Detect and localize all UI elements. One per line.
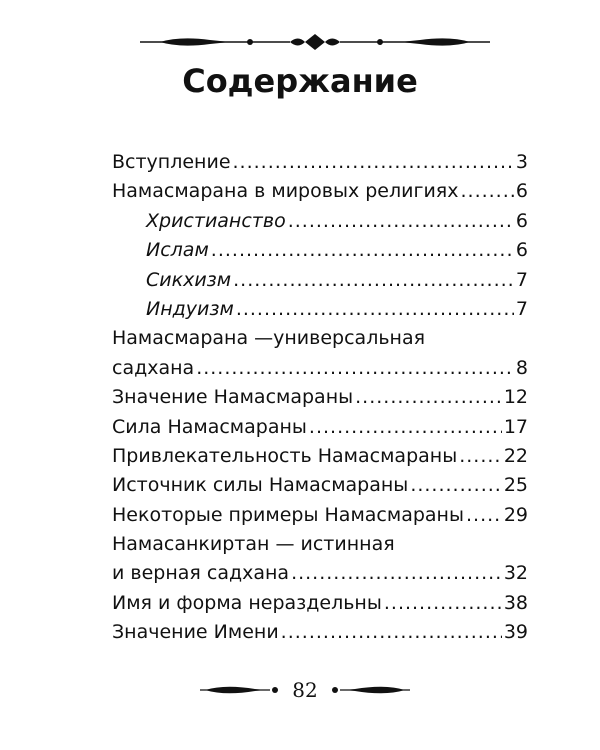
toc-entry[interactable]	[112, 236, 528, 265]
page-title: Содержание	[182, 62, 418, 100]
toc-entry[interactable]	[112, 589, 528, 618]
toc-entry-page: 32	[503, 562, 528, 585]
toc-entry[interactable]	[112, 148, 528, 177]
toc-dot-leader	[466, 501, 502, 530]
toc-entry-title: Ислам	[146, 239, 209, 262]
toc-entry-title: Христианство	[146, 209, 286, 232]
toc-entry-title: Сила Намасмараны	[112, 415, 307, 438]
toc-dot-leader	[196, 354, 514, 383]
toc-entry-title: Намасмарана в мировых религиях	[112, 180, 459, 203]
toc-entry-page: 7	[515, 297, 528, 320]
toc-entry-title: Намасмарана —универсальная	[112, 327, 426, 350]
toc-entry-title: Привлекательность Намасмараны	[112, 444, 458, 467]
toc-entry[interactable]	[112, 354, 528, 383]
toc-dot-leader	[288, 207, 514, 236]
toc-entry-title: и верная садхана	[112, 562, 290, 585]
toc-entry[interactable]	[112, 442, 528, 471]
top-ornament-icon	[140, 30, 490, 54]
toc-entry[interactable]	[112, 207, 528, 236]
toc-dot-leader	[384, 589, 502, 618]
toc-entry[interactable]	[112, 413, 528, 442]
toc-dot-leader	[410, 471, 502, 500]
toc-entry-title: Значение Имени	[112, 621, 279, 644]
toc-entry[interactable]	[112, 266, 528, 295]
toc-entry[interactable]	[112, 559, 528, 588]
toc-entry-page: 39	[503, 621, 528, 644]
toc-entry-title: Намасанкиртан — истинная	[112, 533, 395, 556]
toc-dot-leader	[460, 177, 513, 206]
toc-dot-leader	[309, 413, 502, 442]
right-swirl-ornament-icon	[330, 680, 410, 700]
toc-dot-leader	[233, 148, 514, 177]
toc-entry[interactable]	[112, 618, 528, 647]
toc-entry[interactable]	[112, 530, 528, 559]
toc-entry-page: 38	[503, 591, 528, 614]
toc-dot-leader	[236, 295, 514, 324]
toc-entry-title: Источник силы Намасмараны	[112, 474, 409, 497]
toc-entry[interactable]	[112, 383, 528, 412]
toc-entry-page: 12	[503, 386, 528, 409]
toc-entry-title: Некоторые примеры Намасмараны	[112, 503, 464, 526]
toc-entry[interactable]	[112, 324, 528, 353]
toc-dot-leader	[233, 266, 514, 295]
table-of-contents	[112, 148, 528, 648]
toc-dot-leader	[355, 383, 502, 412]
toc-entry-title: садхана	[112, 356, 195, 379]
toc-entry-page: 6	[515, 209, 528, 232]
toc-entry-title: Значение Намасмараны	[112, 386, 354, 409]
toc-entry[interactable]	[112, 295, 528, 324]
toc-entry-page: 29	[503, 503, 528, 526]
toc-entry-page: 6	[515, 180, 528, 203]
toc-entry[interactable]	[112, 501, 528, 530]
toc-entry-page: 25	[503, 474, 528, 497]
toc-dot-leader	[281, 618, 502, 647]
toc-dot-leader	[291, 559, 502, 588]
toc-entry-title: Индуизм	[146, 297, 234, 320]
toc-dot-leader	[211, 236, 514, 265]
toc-entry-title: Сикхизм	[146, 268, 232, 291]
toc-dot-leader	[459, 442, 502, 471]
toc-entry-page: 8	[515, 356, 528, 379]
toc-entry[interactable]	[112, 177, 528, 206]
toc-entry-title: Вступление	[112, 151, 231, 173]
toc-entry-page: 7	[515, 268, 528, 291]
toc-entry-title: Имя и форма нераздельны	[112, 591, 382, 614]
page-number: 82	[292, 678, 318, 702]
page-footer	[200, 676, 410, 704]
toc-entry-page: 6	[515, 239, 528, 262]
toc-entry-page: 22	[503, 444, 528, 467]
toc-entry[interactable]	[112, 471, 528, 500]
toc-entry-page: 17	[503, 415, 528, 438]
toc-entry-page: 3	[515, 151, 528, 173]
